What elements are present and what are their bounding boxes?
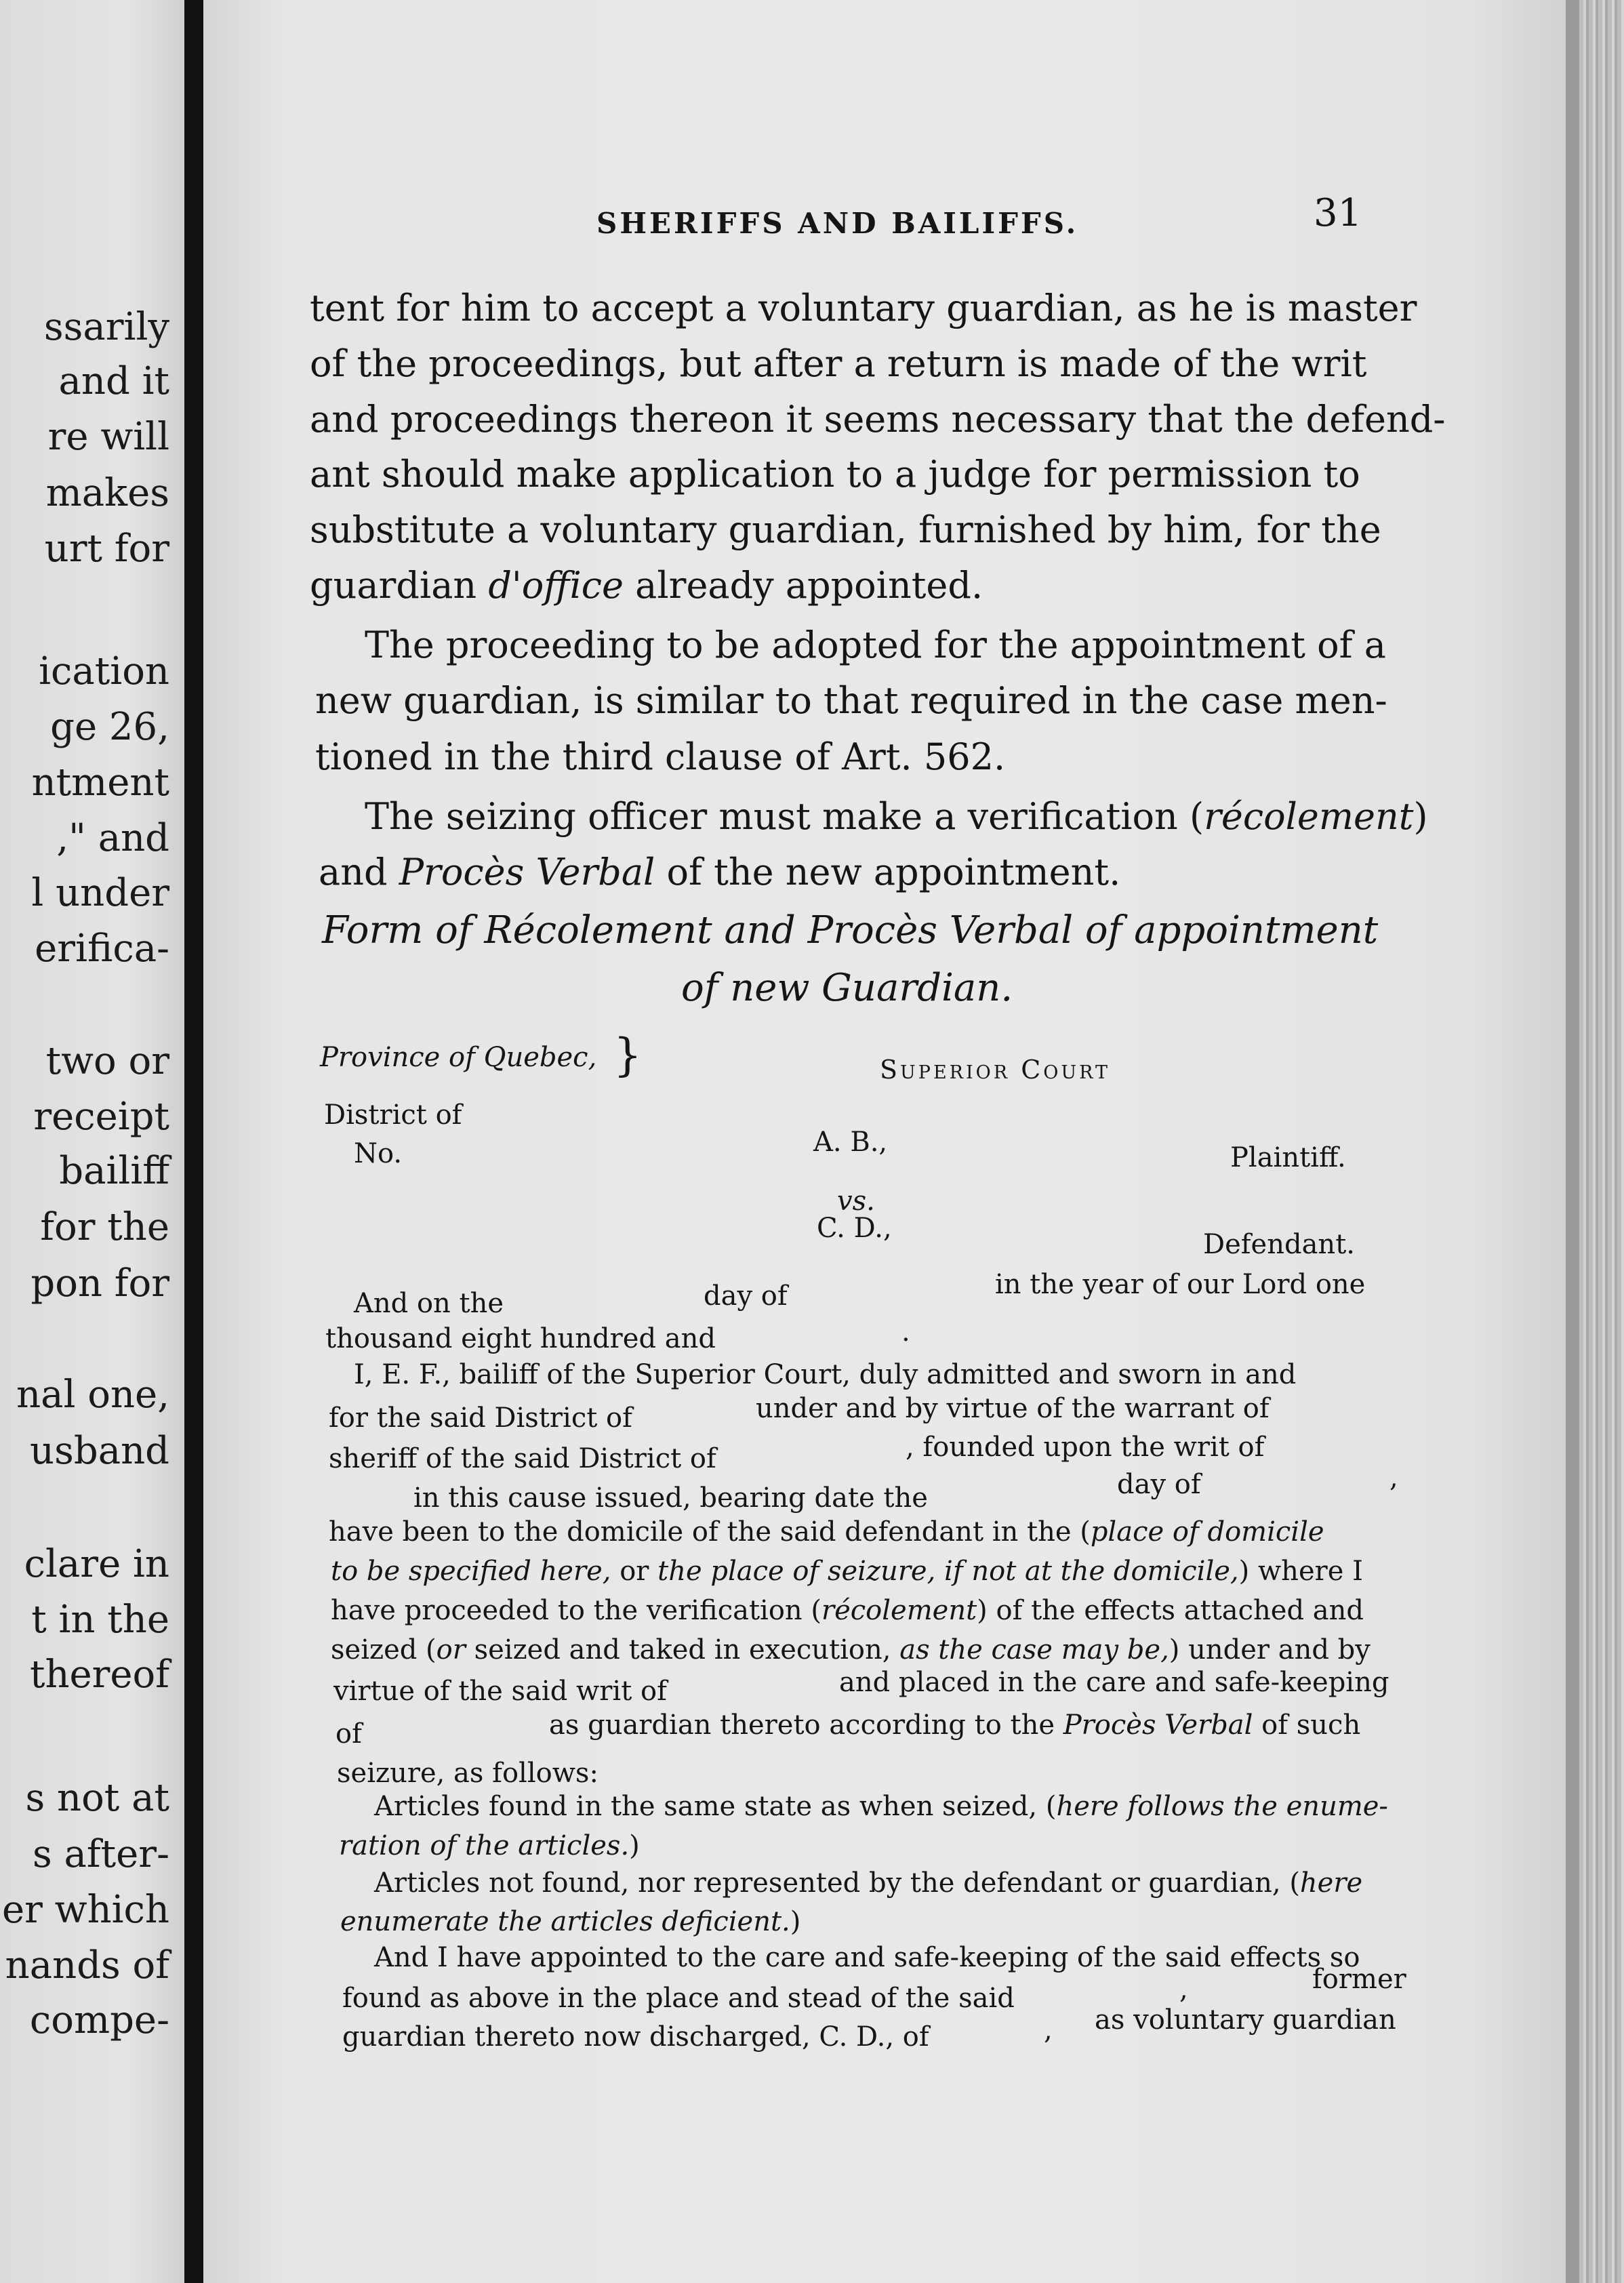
form-title: Form of Récolement and Procès Verbal of appointment: [322, 908, 1379, 952]
form-text: under and by virtue of the warrant of: [756, 1393, 1270, 1424]
form-text: , founded upon the writ of: [906, 1432, 1265, 1463]
form-text: to be specified here, or the place of seizure, if not at the domicile,) where I: [331, 1556, 1363, 1587]
left-fragment: thereof: [29, 1653, 169, 1697]
form-text: ,: [1179, 1974, 1188, 2005]
caption-number: No.: [354, 1138, 403, 1169]
form-text: in this cause issued, bearing date the: [413, 1482, 928, 1514]
form-text: And on the: [354, 1288, 504, 1319]
left-fragment: two or: [45, 1039, 169, 1083]
left-fragment: l under: [31, 871, 169, 915]
form-text: day of: [1117, 1469, 1201, 1500]
form-text: Articles found in the same state as when seized, (here follows the enume-: [374, 1791, 1388, 1822]
caption-versus: vs.: [837, 1186, 875, 1217]
form-text: ration of the articles.): [339, 1830, 640, 1861]
left-fragment: usband: [30, 1429, 169, 1473]
form-text: seized (or seized and taked in execution, as the case may be,) under and by: [331, 1634, 1371, 1665]
left-fragment: ssarily: [43, 305, 169, 349]
caption-province: Province of Quebec,: [320, 1042, 597, 1073]
caption-defendant-label: Defendant.: [1203, 1229, 1355, 1260]
form-text: I, E. F., bailiff of the Superior Court, duly admitted and sworn in and: [354, 1359, 1297, 1390]
caption-plaintiff-name: A. B.,: [813, 1127, 888, 1158]
book-spine: [184, 0, 203, 2283]
form-text: as guardian thereto according to the Procès Verbal of such: [549, 1710, 1361, 1741]
left-fragment: s after-: [33, 1832, 169, 1876]
caption-defendant-name: C. D.,: [817, 1213, 892, 1244]
form-text: and placed in the care and safe-keeping: [839, 1667, 1389, 1698]
form-text: Articles not found, nor represented by the defendant or guardian, (here: [374, 1867, 1363, 1899]
form-text: in the year of our Lord one: [995, 1269, 1366, 1300]
text-line: tioned in the third clause of Art. 562.: [315, 735, 1006, 778]
form-text: for the said District of: [329, 1402, 632, 1434]
left-fragment: ," and: [56, 816, 169, 860]
text-line: of the proceedings, but after a return is made of the writ: [310, 342, 1367, 385]
left-fragment: urt for: [44, 527, 169, 571]
left-facing-page: [0, 0, 184, 2283]
form-text: seizure, as follows:: [337, 1758, 598, 1789]
form-text: ,: [1389, 1462, 1398, 1493]
form-title: of new Guardian.: [681, 966, 1013, 1010]
form-text: former: [1312, 1964, 1406, 1995]
running-header: SHERIFFS AND BAILIFFS.: [596, 207, 1079, 240]
form-text: thousand eight hundred and: [325, 1323, 716, 1354]
left-fragment: erifica-: [35, 927, 169, 971]
left-fragment: receipt: [33, 1095, 169, 1139]
page-number: 31: [1314, 191, 1362, 235]
caption-court: Superior Court: [880, 1055, 1111, 1085]
left-fragment: pon for: [31, 1261, 169, 1306]
left-fragment: er which: [1, 1888, 169, 1932]
text-line: The proceeding to be adopted for the appointment of a: [365, 624, 1386, 666]
form-text: sheriff of the said District of: [329, 1443, 716, 1474]
left-fragment: nands of: [5, 1943, 169, 1987]
form-text: ,: [1044, 2015, 1053, 2046]
text-line: tent for him to accept a voluntary guardian, as he is master: [310, 287, 1417, 329]
text-line: and proceedings thereon it seems necessary that the defend-: [310, 398, 1446, 441]
left-fragment: s not at: [25, 1776, 169, 1820]
form-text: .: [901, 1316, 910, 1348]
left-fragment: and it: [58, 359, 169, 403]
left-fragment: t in the: [31, 1598, 169, 1642]
form-text: enumerate the articles deficient.): [340, 1906, 801, 1937]
form-text: virtue of the said writ of: [333, 1676, 667, 1707]
form-text: have proceeded to the verification (récolement) of the effects attached and: [331, 1595, 1364, 1626]
brace: }: [613, 1029, 642, 1081]
text-line: new guardian, is similar to that required in the case men-: [315, 679, 1387, 722]
form-text: day of: [704, 1280, 788, 1312]
form-text: And I have appointed to the care and safe-keeping of the said effects so: [374, 1942, 1360, 1973]
text-line: guardian d'office already appointed.: [310, 564, 983, 607]
left-fragment: makes: [45, 471, 169, 515]
caption-district: District of: [324, 1099, 462, 1131]
left-fragment: re will: [47, 415, 169, 459]
form-text: guardian thereto now discharged, C. D., of: [342, 2021, 929, 2053]
left-fragment: ntment: [31, 761, 169, 805]
left-fragment: ge 26,: [50, 705, 169, 749]
left-fragment: bailiff: [59, 1149, 169, 1193]
book-page: [203, 0, 1579, 2283]
page-edges: [1579, 0, 1624, 2283]
text-line: and Procès Verbal of the new appointment.: [319, 851, 1121, 893]
left-fragment: for the: [40, 1205, 169, 1249]
left-fragment: compe-: [29, 1998, 169, 2042]
caption-plaintiff-label: Plaintiff.: [1230, 1142, 1346, 1173]
text-line: substitute a voluntary guardian, furnished by him, for the: [310, 508, 1381, 551]
form-text: found as above in the place and stead of the said: [342, 1983, 1015, 2014]
left-fragment: clare in: [24, 1542, 169, 1586]
form-text: as voluntary guardian: [1095, 2004, 1396, 2036]
left-fragment: ication: [39, 649, 169, 693]
text-line: The seizing officer must make a verification (récolement): [365, 795, 1428, 838]
text-line: ant should make application to a judge for permission to: [310, 453, 1360, 496]
form-text: have been to the domicile of the said defendant in the (place of domicile: [329, 1516, 1324, 1548]
form-text: of: [336, 1718, 362, 1750]
left-fragment: nal one,: [16, 1373, 169, 1417]
page-edge-shadow: [1566, 0, 1581, 2283]
